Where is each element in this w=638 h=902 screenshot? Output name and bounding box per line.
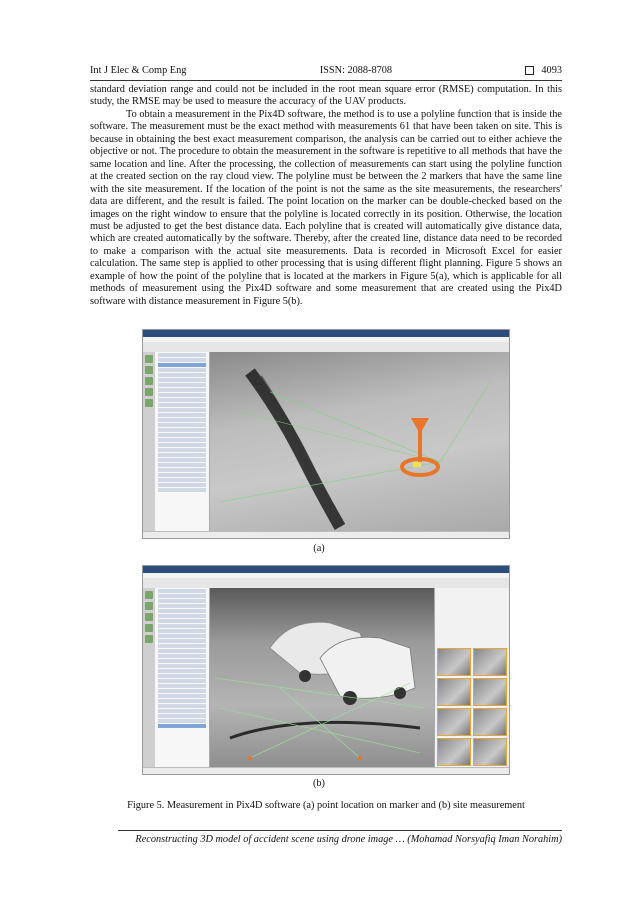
point-cloud-render (210, 588, 435, 768)
paragraph: standard deviation range and could not be included in the root mean square error (RMSE) computation. In this study, the RMSE may be used to measure the accuracy of the UAV products. (90, 84, 562, 108)
layers-panel (155, 352, 210, 538)
window-titlebar (143, 566, 509, 573)
footer-rule (118, 830, 562, 831)
status-bar (143, 531, 509, 538)
figure-caption: Figure 5. Measurement in Pix4D software (a) point location on marker and (b) site measurement (127, 800, 525, 811)
paragraph: To obtain a measurement in the Pix4D software, the method is to use a polyline function that is inside the software. The measurement must be the exact method with measurements 61 that have been taken on site. This is because in obtaining the best exact measurement comparison, the analysis can be carried out to either achieve the objective or not. The procedure to obtain the measurement in the software is repetitive to all methods that have the same location and line. After the processing, the collection of measurements can start using the polyline function at the created section on the ray cloud view. The polyline must be between the 2 markers that have the same line with the site measurement. If the location of the point is not the same as the site measurements, the researchers' data are different, and the result is failed. The point location on the marker can be double-checked based on the images on the right window to ensure that the polyline is located correctly in its position. Otherwise, the location must be adjusted to get the best distance data. Each polyline that is created will automatically give distance data, which are created automatically by the software. Thereby, after the created line, distance data need to be recorded to make a comparison with the actual site measurements. Data is recorded in Microsoft Excel for easier calculation. The same step is applied to other processing that is using different flight planning. Figure 5 shows an example of how the point of the polyline that is located at the markers in Figure 5(a), which is applicable for all methods of measurement using the Pix4D software and some measurement that are created using the Pix4D software with distance measurement in Figure 5(b). (90, 108, 562, 307)
body-text (90, 84, 562, 308)
running-header (90, 62, 562, 78)
window-titlebar (143, 330, 509, 337)
subfigure-label-b: (b) (312, 778, 325, 789)
page-number-group (525, 65, 562, 76)
subfigure-label-a: (a) (313, 543, 325, 554)
page-number: 4093 (541, 64, 562, 76)
image-thumbnails (437, 648, 507, 766)
ray-cloud-view (210, 588, 435, 768)
running-footer: Reconstructing 3D model of accident scene using drone image … (Mohamad Norsyafiq Iman Norahim) (135, 834, 562, 845)
layers-panel (155, 588, 210, 774)
point-cloud-render (210, 352, 509, 532)
issn: ISSN: 2088-8708 (319, 64, 393, 76)
figure-5a-screenshot (142, 329, 510, 539)
journal-name: Int J Elec & Comp Eng (90, 64, 187, 76)
header-rule (90, 80, 562, 81)
square-icon (525, 66, 534, 75)
ray-cloud-view (210, 352, 509, 532)
status-bar (143, 767, 509, 774)
properties-and-images-panel (434, 588, 509, 768)
figure-5b-screenshot (142, 565, 510, 775)
